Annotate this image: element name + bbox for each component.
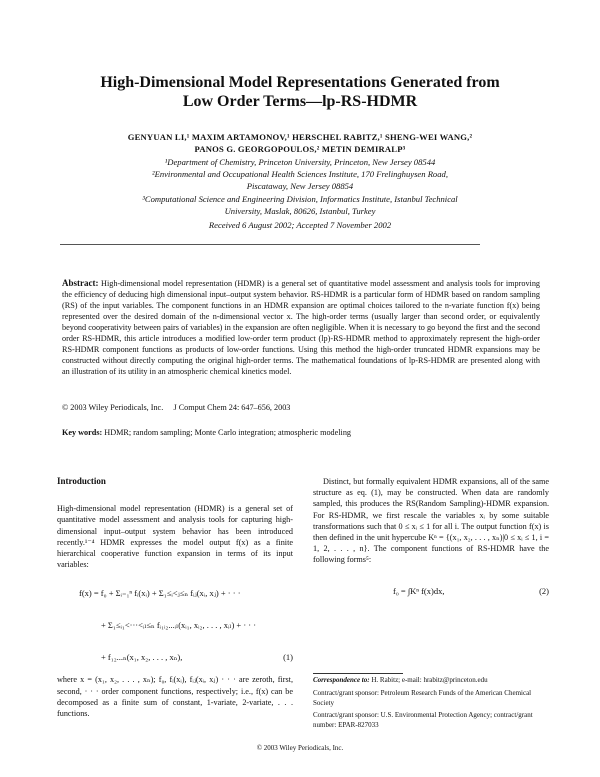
- journal-reference: J Comput Chem 24: 647–656, 2003: [173, 403, 291, 412]
- equation-2: [313, 580, 549, 610]
- affiliation-3a: ³Computational Science and Engineering Division, Informatics Institute, Istanbul Technical: [142, 193, 458, 204]
- left-column: [57, 476, 293, 719]
- keywords-text: HDMR; random sampling; Monte Carlo integration; atmospheric modeling: [104, 428, 352, 437]
- equation-1-line-1: f(x) = f₀ + Σᵢ₌₁ⁿ fᵢ(xᵢ) + Σ₁≤ᵢ<ⱼ≤ₙ fᵢⱼ(xᵢ, xⱼ) + · · ·: [79, 588, 241, 599]
- abstract-label: Abstract:: [62, 278, 99, 288]
- grant-sponsor-1: Contract/grant sponsor: Petroleum Research Funds of the American Chemical Society: [313, 688, 532, 707]
- page-footer: © 2003 Wiley Periodicals, Inc.: [256, 744, 344, 752]
- header-divider: [60, 244, 480, 245]
- abstract: [62, 278, 540, 377]
- correspondence-label: Correspondence to:: [313, 676, 370, 684]
- received-dates: Received 6 August 2002; Accepted 7 November 2002: [208, 220, 392, 230]
- keywords-label: Key words:: [62, 428, 103, 437]
- equation-1: [57, 582, 293, 674]
- affiliation-3b: University, Maslak, 80626, Istanbul, Turkey: [224, 205, 376, 216]
- keywords: [62, 428, 540, 437]
- affiliations: [100, 156, 500, 217]
- footnote-divider: [313, 673, 403, 674]
- right-column: [313, 476, 549, 610]
- intro-paragraph-2: where x = (x₁, x₂, . . . , xₙ); f₀, fᵢ(xᵢ), fᵢⱼ(xᵢ, xⱼ) · · · are zeroth, first, second, · · · order component functions, respectively; i.e., f(x) can be decomposed as a finite sum of constant, 1-variate, 2-variate, . . . functions.: [57, 675, 293, 719]
- equation-1-line-3: + f₁₂...ₙ(x₁, x₂, . . . , xₙ),: [101, 652, 183, 663]
- title-line-1: High-Dimensional Model Representations Generated from: [100, 74, 500, 91]
- equation-2-body: f₀ = ∫Kⁿ f(x)dx,: [393, 585, 445, 596]
- citation-line: [62, 403, 290, 412]
- abstract-text: High-dimensional model representation (HDMR) is a general set of quantitative model assessment and analysis tools for improving the efficiency of deducing high dimensional input–output system behavior. RS-HDMR is a particular form of HDMR based on random sampling (RS) of the input variables. The component functions in an HDMR expansion are optimal choices tailored to the n-variate function f(x) being represented over the desired domain of the n-dimensional vector x. The high-order terms (usually larger than second order, or equivalently beyond cooperativity between pairs of variables) in the expansion are often negligible. When it is necessary to go beyond the first and the second order RS-HDMR, this article introduces a modified low-order term product (lp)-RS-HDMR method to approximately represent the high-order RS-HDMR component functions as products of low-order functions. Using this method the high-order truncated HDMR expansions may be constructed without directly computing the original high-order terms. The mathematical foundations of lp-RS-HDMR are presented along with an illustration of its utility in an atmospheric chemical kinetics model.: [62, 279, 541, 376]
- affiliation-2b: Piscataway, New Jersey 08854: [246, 181, 354, 192]
- correspondence-text: H. Rabitz; e-mail: hrabitz@princeton.edu: [371, 676, 488, 684]
- equation-1-number: (1): [283, 652, 293, 663]
- author-list: [0, 131, 600, 155]
- section-heading-introduction: Introduction: [57, 476, 106, 486]
- paper-title: [0, 73, 600, 111]
- affiliation-1: ¹Department of Chemistry, Princeton University, Princeton, New Jersey 08544: [164, 157, 436, 167]
- intro-paragraph-1: High-dimensional model representation (HDMR) is a general set of quantitative model assessment and analysis tools for capturing high-dimensional input–output system behavior has been introduced recently.¹⁻⁴ HDMR expresses the model output f(x) as a finite hierarchical cooperative function expansion in terms of its input variables:: [57, 504, 293, 570]
- equation-2-number: (2): [539, 585, 549, 596]
- right-paragraph-1: Distinct, but formally equivalent HDMR expansions, all of the same structure as eq. (1), may be constructed. When data are randomly sampled, this produces the RS(Random Sampling)-HDMR expansion. For RS-HDMR, we first rescale the variables xᵢ by some suitable transformations such that 0 ≤ xᵢ ≤ 1 for all i. The output function f(x) is then defined in the unit hypercube Kⁿ = {(x₁, x₂, . . . , xₙ)|0 ≤ xᵢ ≤ 1, i = 1, 2, . . . , n}. The component functions of RS-HDMR have the following forms⁵:: [313, 477, 549, 565]
- authors-line-1: GENYUAN LI,¹ MAXIM ARTAMONOV,¹ HERSCHEL RABITZ,¹ SHENG-WEI WANG,²: [127, 132, 473, 142]
- correspondence-note: [313, 676, 549, 686]
- footnotes: [313, 676, 549, 734]
- copyright-notice: © 2003 Wiley Periodicals, Inc.: [62, 403, 164, 412]
- equation-1-line-2: + Σ₁≤ᵢ₁<···<ᵢₗ≤ₙ fᵢ₁ᵢ₂...ᵢₗ(xᵢ₁, xᵢ₂, . . . , xᵢₗ) + · · ·: [101, 620, 257, 631]
- title-line-2: Low Order Terms—lp-RS-HDMR: [182, 93, 418, 110]
- authors-line-2: PANOS G. GEORGOPOULOS,² METIN DEMIRALP³: [194, 144, 406, 154]
- grant-sponsor-2: Contract/grant sponsor: U.S. Environmental Protection Agency; contract/grant number: EPAR-827033: [313, 711, 533, 730]
- affiliation-2a: ²Environmental and Occupational Health Sciences Institute, 170 Frelinghuysen Road,: [152, 169, 448, 180]
